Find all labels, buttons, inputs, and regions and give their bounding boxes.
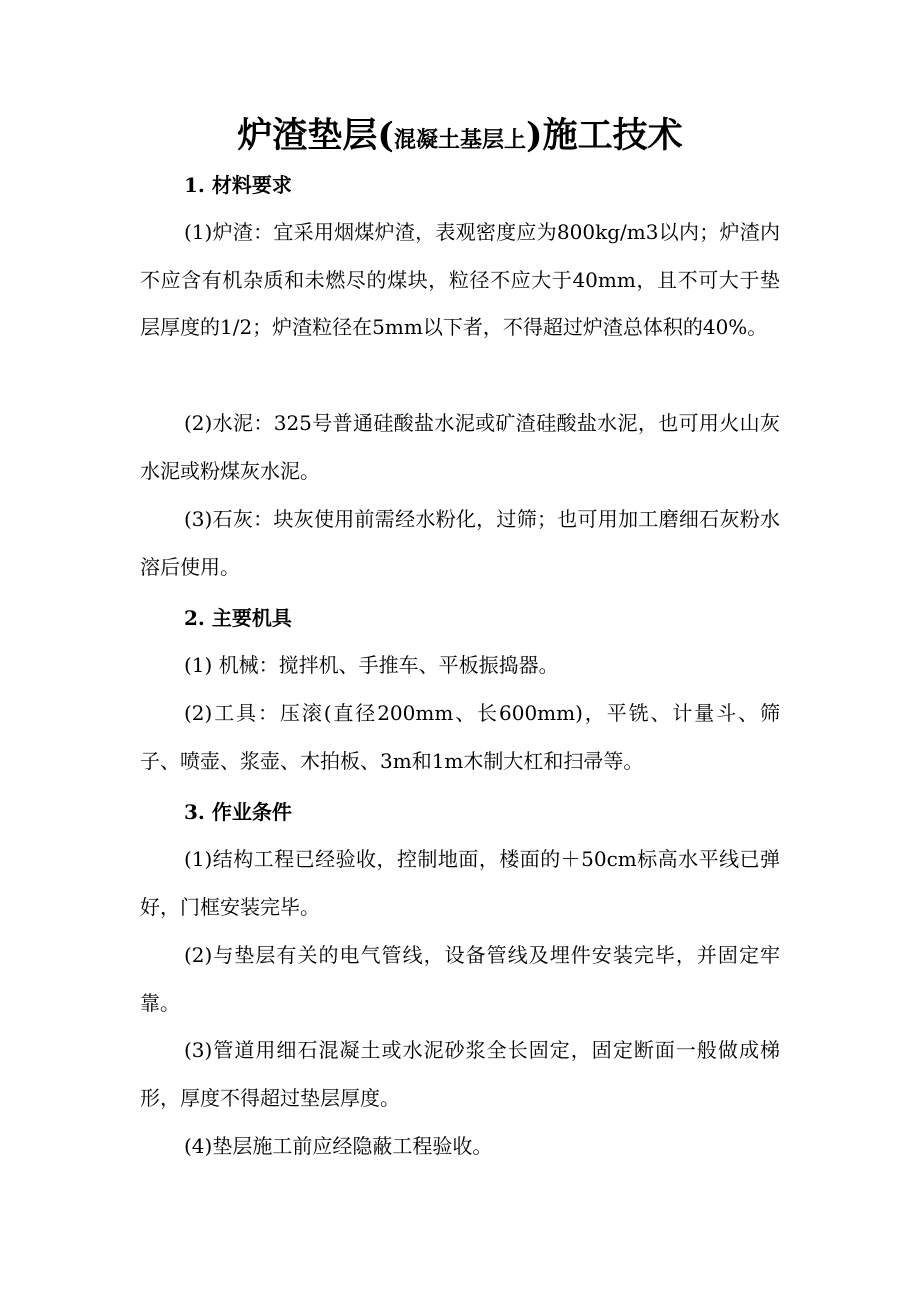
paragraph-condition-1: (1)结构工程已经验收，控制地面，楼面的＋50cm标高水平线已弹好，门框安装完毕。 xyxy=(140,847,780,919)
section-heading-conditions: 3. 作业条件 xyxy=(184,800,292,824)
paragraph-slag: (1)炉渣：宜采用烟煤炉渣，表观密度应为800kg/m3以内；炉渣内不应含有机杂质和未燃尽的煤块，粒径不应大于40mm，且不可大于垫层厚度的1/2；炉渣粒径在5mm以下者，不得超过炉渣总体积的40%。 xyxy=(140,220,780,339)
title-main: 炉渣垫层 xyxy=(237,115,378,156)
paragraph-condition-2: (2)与垫层有关的电气管线，设备管线及埋件安装完毕，并固定牢靠。 xyxy=(140,943,780,1015)
section-heading-materials: 1. 材料要求 xyxy=(184,173,292,197)
paragraph-condition-3: (3)管道用细石混凝土或水泥砂浆全长固定，固定断面一般做成梯形，厚度不得超过垫层厚度。 xyxy=(140,1038,780,1110)
document-title xyxy=(0,108,920,168)
paragraph-lime: (3)石灰：块灰使用前需经水粉化，过筛；也可用加工磨细石灰粉水溶后使用。 xyxy=(140,507,780,579)
title-paren-close: ) xyxy=(526,115,543,156)
paragraph-machinery: (1) 机械：搅拌机、手推车、平板振捣器。 xyxy=(184,653,559,677)
title-subtitle: 混凝土基层上 xyxy=(393,127,526,153)
paragraph-condition-4: (4)垫层施工前应经隐蔽工程验收。 xyxy=(184,1134,493,1158)
paragraph-tools: (2)工具：压滚(直径200mm、长600mm)，平铣、计量斗、筛子、喷壶、浆壶、木拍板、3m和1m木制大杠和扫帚等。 xyxy=(140,701,780,773)
paragraph-cement: (2)水泥：325号普通硅酸盐水泥或矿渣硅酸盐水泥，也可用火山灰水泥或粉煤灰水泥。 xyxy=(140,411,780,483)
section-heading-equipment: 2. 主要机具 xyxy=(184,606,292,630)
title-tail: 施工技术 xyxy=(542,115,683,156)
title-paren-open: ( xyxy=(377,115,394,156)
